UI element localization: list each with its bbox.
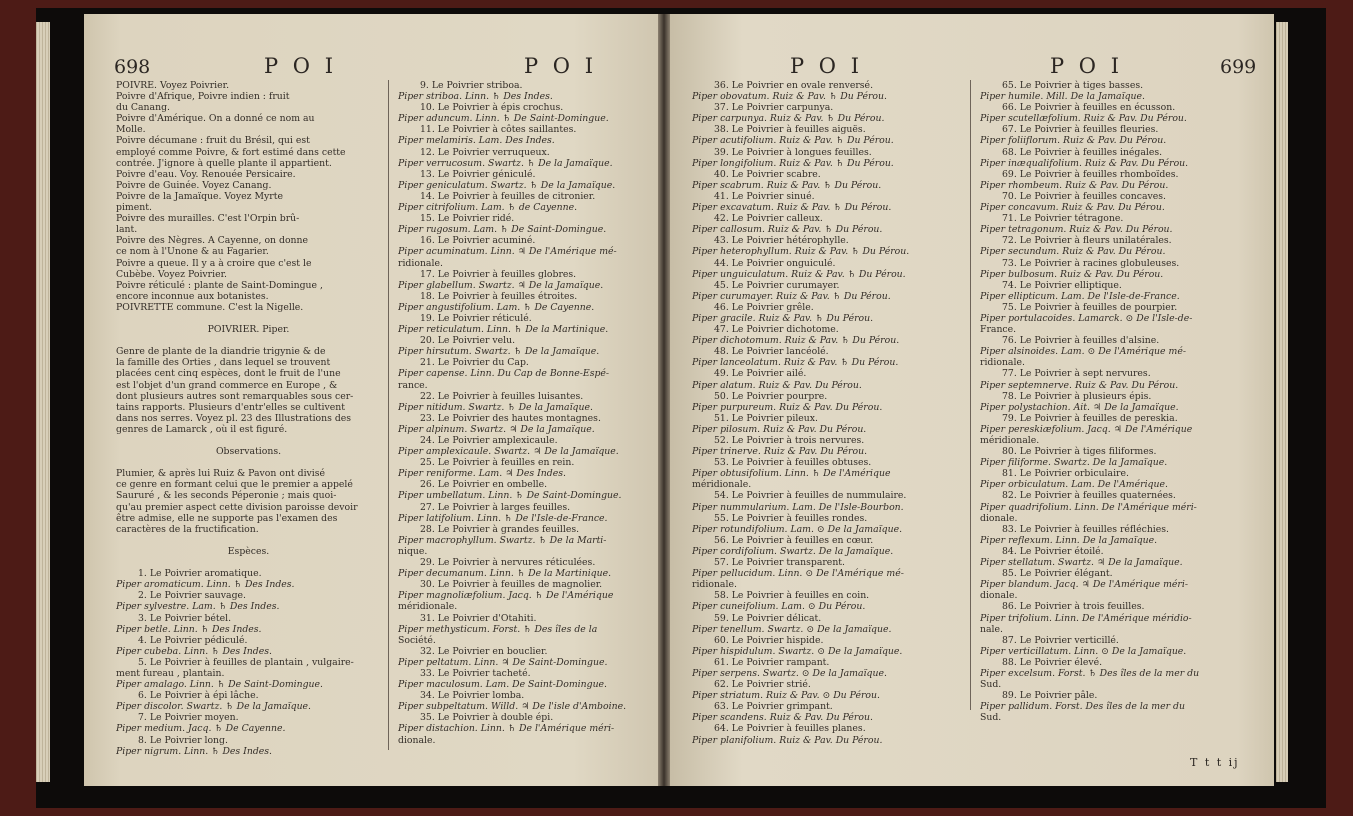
text-line: Piper umbellatum. Linn. ♄ De Saint-Domingue. (398, 490, 622, 502)
text-line: Piper heterophyllum. Ruiz & Pav. ♄ Du Pérou. (692, 246, 910, 258)
text-line: Piper pallidum. Forst. Des îles de la mer du (980, 701, 1185, 713)
text-line: 55. Le Poivrier à feuilles rondes. (714, 512, 868, 524)
text-line: 83. Le Poivrier à feuilles réfléchies. (1002, 523, 1170, 535)
text-line: 33. Le Poivrier tacheté. (420, 667, 531, 679)
text-line: ce genre en formant celui que le premier a appelé (116, 479, 353, 491)
text-line: Piper rhombeum. Ruiz & Pav. Du Pérou. (980, 179, 1169, 191)
text-line: 85. Le Poivrier élégant. (1002, 568, 1113, 580)
text-line: Piper purpureum. Ruiz & Pav. Du Pérou. (692, 401, 883, 413)
text-line (116, 457, 381, 468)
text-line: Plumier, & après lui Ruiz & Pavon ont divisé (116, 468, 326, 480)
text-line: Piper acutifolium. Ruiz & Pav. ♄ Du Pérou. (692, 135, 894, 147)
text-line: 25. Le Poivrier à feuilles en rein. (420, 457, 575, 469)
text-line: 79. Le Poivrier à feuilles de pereskia. (1002, 412, 1178, 424)
text-line: Piper reticulatum. Linn. ♄ De la Martinique. (398, 324, 609, 336)
text-line: encore inconnue aux botanistes. (116, 290, 269, 302)
text-line: Piper discolor. Swartz. ♄ De la Jamaïque. (116, 701, 312, 713)
text-line: lant. (116, 224, 138, 236)
text-line: 20. Le Poivrier velu. (420, 335, 516, 347)
text-line: 49. Le Poivrier ailé. (714, 368, 807, 380)
column-divider (388, 80, 389, 750)
text-line: Piper verticillatum. Linn. ⊙ De la Jamaïque. (980, 645, 1187, 657)
text-line: Piper carpunya. Ruiz & Pav. ♄ Du Pérou. (692, 113, 885, 125)
text-line: dionale. (980, 512, 1018, 524)
text-line: être admise, elle ne supporte pas l'examen des (116, 512, 338, 524)
text-line: Piper foliiflorum. Ruiz & Pav. Du Pérou. (980, 135, 1167, 147)
text-line: Saururé , & les seconds Péperonie ; mais quoi- (116, 490, 337, 502)
text-line: Piper dichotomum. Ruiz & Pav. ♄ Du Pérou. (692, 335, 900, 347)
text-line: Piper humile. Mill. De la Jamaïque. (980, 91, 1145, 103)
text-line: 3. Le Poivrier bétel. (138, 612, 232, 624)
text-line: Piper bulbosum. Ruiz & Pav. Du Pérou. (980, 268, 1164, 280)
text-line: 58. Le Poivrier à feuilles en coin. (714, 590, 870, 602)
text-line: 81. Le Poivrier orbiculaire. (1002, 468, 1129, 480)
text-line: 5. Le Poivrier à feuilles de plantain , vulgaire- (138, 656, 354, 668)
text-line (116, 557, 381, 568)
text-line: Piper hispidulum. Swartz. ⊙ De la Jamaïque. (692, 645, 903, 657)
text-line: Piper amalago. Linn. ♄ De Saint-Domingue. (116, 679, 324, 691)
text-line: Piper amplexicaule. Swartz. ♃ De la Jamaïque. (398, 446, 619, 458)
text-line: Poivre a queue. Il y a à croire que c'est le (116, 257, 312, 269)
text-line: ridionale. (692, 579, 737, 591)
text-line: Observations. (215, 446, 282, 458)
text-line: Piper quadrifolium. Linn. De l'Amérique méri- (980, 501, 1197, 513)
text-line: Piper septemnerve. Ruiz & Pav. Du Pérou. (980, 379, 1179, 391)
text-line: Piper striboa. Linn. ♄ Des Indes. (398, 91, 553, 103)
text-line: ridionale. (398, 257, 443, 269)
text-line: Piper inæqualifolium. Ruiz & Pav. Du Pérou. (980, 157, 1189, 169)
text-line: 78. Le Poivrier à plusieurs épis. (1002, 390, 1152, 402)
text-line: Piper aduncum. Linn. ♄ De Saint-Domingue. (398, 113, 609, 125)
text-line: 48. Le Poivrier lancéolé. (714, 346, 829, 358)
text-line: Piper nummularium. Lam. De l'Isle-Bourbon. (692, 501, 904, 513)
text-line: 87. Le Poivrier verticillé. (1002, 634, 1119, 646)
text-line: Société. (398, 634, 436, 646)
text-line: Poivre d'Afrique, Poivre indien : fruit (116, 91, 290, 103)
text-line: Piper trinerve. Ruiz & Pav. Du Pérou. (692, 446, 868, 458)
text-line: méridionale. (398, 601, 458, 613)
text-line: Molle. (116, 124, 146, 136)
text-line: 84. Le Poivrier étoilé. (1002, 545, 1104, 557)
text-line: 60. Le Poivrier hispide. (714, 634, 824, 646)
text-line: 66. Le Poivrier à feuilles en écusson. (1002, 102, 1176, 114)
running-head-left-col1: P O I (264, 54, 337, 78)
text-line: 4. Le Poivrier pédiculé. (138, 634, 248, 646)
text-line: 21. Le Poivrier du Cap. (420, 357, 529, 369)
left-page-column-1 (116, 80, 381, 757)
text-line: Piper unguiculatum. Ruiz & Pav. ♄ Du Pérou. (692, 268, 906, 280)
text-line: Piper aromaticum. Linn. ♄ Des Indes. (116, 579, 295, 591)
text-line: 57. Le Poivrier transparent. (714, 557, 845, 569)
text-line: 69. Le Poivrier à feuilles rhomboïdes. (1002, 168, 1179, 180)
text-line: 88. Le Poivrier élevé. (1002, 656, 1103, 668)
text-line: Piper scandens. Ruiz & Pav. Du Pérou. (692, 712, 873, 724)
text-line: Piper ellipticum. Lam. De l'Isle-de-France. (980, 290, 1180, 302)
text-line: 45. Le Poivrier curumayer. (714, 279, 840, 291)
text-line: 19. Le Poivrier réticulé. (420, 312, 532, 324)
text-line: 9. Le Poivrier striboa. (420, 80, 523, 91)
text-line: Piper capense. Linn. Du Cap de Bonne-Espé- (398, 368, 610, 380)
text-line: 50. Le Poivrier pourpre. (714, 390, 828, 402)
text-line: méridionale. (692, 479, 752, 491)
text-line: 75. Le Poivrier à feuilles de pourpier. (1002, 301, 1178, 313)
text-line: Poivre des Nègres. A Cayenne, on donne (116, 235, 309, 247)
text-line: Piper stellatum. Swartz. ♃ De la Jamaïque. (980, 557, 1183, 569)
book-gutter (658, 14, 670, 786)
text-line: 62. Le Poivrier strié. (714, 679, 811, 691)
text-line: 13. Le Poivrier géniculé. (420, 168, 536, 180)
text-line: 16. Le Poivrier acuminé. (420, 235, 536, 247)
left-page-column-2 (398, 80, 668, 746)
text-line: Piper nigrum. Linn. ♄ Des Indes. (116, 745, 272, 757)
text-line: 14. Le Poivrier à feuilles de citronier. (420, 190, 596, 202)
text-line: 32. Le Poivrier en bouclier. (420, 645, 548, 657)
text-line: Piper secundum. Ruiz & Pav. Du Pérou. (980, 246, 1166, 258)
text-line: placées cent cinq espèces, dont le fruit de l'une (116, 368, 341, 380)
text-line: Piper trifolium. Linn. De l'Amérique méridio- (980, 612, 1192, 624)
text-line: Piper sylvestre. Lam. ♄ Des Indes. (116, 601, 280, 613)
text-line: Piper blandum. Jacq. ♃ De l'Amérique méri- (980, 579, 1188, 591)
text-line: 37. Le Poivrier carpunya. (714, 102, 834, 114)
text-line: Piper decumanum. Linn. ♄ De la Martinique. (398, 568, 612, 580)
text-line: Piper reflexum. Linn. De la Jamaïque. (980, 534, 1158, 546)
text-line: 35. Le Poivrier à double épi. (420, 712, 554, 724)
text-line: 73. Le Poivrier à racines globuleuses. (1002, 257, 1180, 269)
text-line: Piper concavum. Ruiz & Pav. Du Pérou. (980, 202, 1165, 214)
text-line: dans nos serres. Voyez pl. 23 des Illustrations des (116, 412, 352, 424)
text-line: ridionale. (980, 357, 1025, 369)
text-line: 53. Le Poivrier à feuilles obtuses. (714, 457, 872, 469)
text-line: Piper pellucidum. Linn. ⊙ De l'Amérique mé- (692, 568, 904, 580)
text-line: Piper scabrum. Ruiz & Pav. ♄ Du Pérou. (692, 179, 882, 191)
text-line: 71. Le Poivrier tétragone. (1002, 213, 1124, 225)
text-line: 54. Le Poivrier à feuilles de nummulaire. (714, 490, 907, 502)
running-head-left-col2: P O I (524, 54, 597, 78)
left-page (84, 14, 694, 786)
text-line: 64. Le Poivrier à feuilles planes. (714, 723, 866, 735)
text-line: Piper tenellum. Swartz. ⊙ De la Jamaïque. (692, 623, 892, 635)
text-line: POIVRETTE commune. C'est la Nigelle. (116, 301, 304, 313)
text-line: 31. Le Poivrier d'Otahiti. (420, 612, 537, 624)
page-number-left: 698 (114, 56, 151, 78)
text-line: Piper pereskiæfolium. Jacq. ♃ De l'Amérique (980, 423, 1193, 435)
column-divider (970, 80, 971, 710)
text-line: Piper serpens. Swartz. ⊙ De la Jamaïque. (692, 667, 887, 679)
text-line: 10. Le Poivrier à épis crochus. (420, 102, 564, 114)
text-line: Piper alpinum. Swartz. ♃ De la Jamaïque. (398, 423, 595, 435)
text-line: Poivre réticulé : plante de Saint-Domingue , (116, 279, 323, 291)
text-line: Piper angustifolium. Lam. ♄ De Cayenne. (398, 301, 595, 313)
text-line: Piper polystachion. Ait. ♃ De la Jamaïque. (980, 401, 1179, 413)
text-line: Piper curumayer. Ruiz & Pav. ♄ Du Pérou. (692, 290, 891, 302)
text-line: Piper longifolium. Ruiz & Pav. ♄ Du Pérou. (692, 157, 894, 169)
text-line: Piper medium. Jacq. ♄ De Cayenne. (116, 723, 286, 735)
text-line: POIVRIER. Piper. (207, 324, 290, 336)
text-line: 47. Le Poivrier dichotome. (714, 324, 839, 336)
text-line: 7. Le Poivrier moyen. (138, 712, 239, 724)
text-line: 1. Le Poivrier aromatique. (138, 568, 262, 580)
right-page-column-2 (980, 80, 1252, 723)
text-line: Poivre de Guinée. Voyez Canang. (116, 179, 272, 191)
text-line: Piper callosum. Ruiz & Pav. ♄ Du Pérou. (692, 224, 883, 236)
text-line: 22. Le Poivrier à feuilles luisantes. (420, 390, 584, 402)
text-line (116, 535, 381, 546)
text-line: 68. Le Poivrier à feuilles inégales. (1002, 146, 1163, 158)
signature-mark: T t t ij (1190, 756, 1240, 769)
text-line (116, 313, 381, 324)
text-line: 27. Le Poivrier à larges feuilles. (420, 501, 571, 513)
text-line: Piper obtusifolium. Linn. ♄ De l'Amérique (692, 468, 891, 480)
text-line: 38. Le Poivrier à feuilles aiguës. (714, 124, 866, 136)
text-line: est l'objet d'un grand commerce en Europe , & (116, 379, 338, 391)
text-line: Piper geniculatum. Swartz. ♄ De la Jamaïque. (398, 179, 616, 191)
text-line: 80. Le Poivrier à tiges filiformes. (1002, 446, 1157, 458)
text-line: contrée. J'ignore à quelle plante il appartient. (116, 157, 332, 169)
text-line: Poivre d'Amérique. On a donné ce nom au (116, 113, 315, 125)
text-line: Piper betle. Linn. ♄ Des Indes. (116, 623, 262, 635)
text-line: 74. Le Poivrier elliptique. (1002, 279, 1122, 291)
text-line: dionale. (398, 734, 436, 746)
text-line: nique. (398, 545, 428, 557)
text-line: 86. Le Poivrier à trois feuilles. (1002, 601, 1145, 613)
text-line: Piper rotundifolium. Lam. ⊙ De la Jamaïque. (692, 523, 903, 535)
text-line: Piper maculosum. Lam. De Saint-Domingue. (398, 679, 608, 691)
text-line: Piper glabellum. Swartz. ♃ De la Jamaïque. (398, 279, 604, 291)
text-line: Piper acuminatum. Linn. ♃ De l'Amérique mé- (398, 246, 617, 258)
text-line: Piper cuneifolium. Lam. ⊙ Du Pérou. (692, 601, 866, 613)
text-line: 56. Le Poivrier à feuilles en cœur. (714, 534, 874, 546)
text-line: Poivre des murailles. C'est l'Orpin brû- (116, 213, 300, 225)
text-line: 65. Le Poivrier à tiges basses. (1002, 80, 1144, 91)
text-line: Piper hirsutum. Swartz. ♄ De la Jamaïque. (398, 346, 600, 358)
text-line: Poivre de la Jamaïque. Voyez Myrte (116, 190, 283, 202)
text-line: Piper magnoliæfolium. Jacq. ♄ De l'Amérique (398, 590, 614, 602)
text-line: Piper orbiculatum. Lam. De l'Amérique. (980, 479, 1168, 491)
text-line: 41. Le Poivrier sinué. (714, 190, 815, 202)
text-line: dont plusieurs autres sont remarquables sous cer- (116, 390, 354, 402)
text-line: Piper verrucosum. Swartz. ♄ De la Jamaïque. (398, 157, 613, 169)
text-line: caractères de la fructification. (116, 523, 259, 535)
text-line: 43. Le Poivrier hétérophylle. (714, 235, 849, 247)
text-line: piment. (116, 202, 152, 214)
text-line: 89. Le Poivrier pâle. (1002, 690, 1098, 702)
text-line: Piper gracile. Ruiz & Pav. ♄ Du Pérou. (692, 312, 874, 324)
text-line: dionale. (980, 590, 1018, 602)
text-line: Piper alatum. Ruiz & Pav. Du Pérou. (692, 379, 862, 391)
text-line: 70. Le Poivrier à feuilles concaves. (1002, 190, 1166, 202)
text-line: rance. (398, 379, 428, 391)
text-line: 36. Le Poivrier en ovale renversé. (714, 80, 874, 91)
text-line: nale. (980, 623, 1003, 635)
text-line: 52. Le Poivrier à trois nervures. (714, 435, 865, 446)
text-line: Piper tetragonum. Ruiz & Pav. Du Pérou. (980, 224, 1173, 236)
text-line: Piper melamiris. Lam. Des Indes. (398, 135, 555, 147)
text-line: 11. Le Poivrier à côtes saillantes. (420, 124, 577, 136)
text-line: Cubèbe. Voyez Poivrier. (116, 268, 227, 280)
text-line: 63. Le Poivrier grimpant. (714, 701, 833, 713)
text-line: Piper latifolium. Linn. ♄ De l'Isle-de-France. (398, 512, 608, 524)
text-line: 29. Le Poivrier à nervures réticulées. (420, 557, 596, 569)
text-line: 17. Le Poivrier à feuilles globres. (420, 268, 577, 280)
text-line: 2. Le Poivrier sauvage. (138, 590, 246, 602)
text-line: 28. Le Poivrier à grandes feuilles. (420, 523, 580, 535)
text-line: 40. Le Poivrier scabre. (714, 168, 821, 180)
text-line: Piper distachion. Linn. ♄ De l'Amérique méri- (398, 723, 615, 735)
text-line: 24. Le Poivrier amplexicaule. (420, 435, 558, 446)
text-line: 15. Le Poivrier ridé. (420, 213, 515, 225)
text-line: Piper peltatum. Linn. ♃ De Saint-Domingue. (398, 656, 608, 668)
text-line: ment fureau , plantain. (116, 667, 225, 679)
text-line: 12. Le Poivrier verruqueux. (420, 146, 550, 158)
text-line: 46. Le Poivrier grêle. (714, 301, 814, 313)
text-line: Piper cubeba. Linn. ♄ Des Indes. (116, 645, 272, 657)
text-line: 26. Le Poivrier en ombelle. (420, 479, 548, 491)
text-line: ce nom à l'Unone & au Fagarier. (116, 246, 269, 258)
right-page (670, 14, 1274, 786)
page-number-right: 699 (1220, 56, 1257, 78)
text-line: 39. Le Poivrier à longues feuilles. (714, 146, 872, 158)
text-line: du Canang. (116, 102, 170, 114)
text-line: Piper lanceolatum. Ruiz & Pav. ♄ Du Pérou. (692, 357, 899, 369)
text-line: France. (980, 324, 1017, 336)
text-line: Piper rugosum. Lam. ♄ De Saint-Domingue. (398, 224, 607, 236)
running-head-right-col1: P O I (790, 54, 863, 78)
text-line: Piper obovatum. Ruiz & Pav. ♄ Du Pérou. (692, 91, 887, 103)
text-line: Piper filiforme. Swartz. De la Jamaïque. (980, 457, 1168, 469)
right-page-column-1 (692, 80, 962, 746)
text-line: Piper macrophyllum. Swartz. ♄ De la Marti- (398, 534, 607, 546)
text-line: 42. Le Poivrier calleux. (714, 213, 823, 225)
text-line: Poivre d'eau. Voy. Renouée Persicaire. (116, 168, 296, 180)
text-line: Piper cordifolium. Swartz. De la Jamaïque. (692, 545, 894, 557)
text-line: Piper striatum. Ruiz & Pav. ⊙ Du Pérou. (692, 690, 880, 702)
text-line: Piper nitidum. Swartz. ♄ De la Jamaïque. (398, 401, 593, 413)
text-line: Piper excavatum. Ruiz & Pav. ♄ Du Pérou. (692, 202, 892, 214)
text-line: qu'au premier aspect cette division paroisse devoir (116, 501, 358, 513)
text-line: Piper scutellæfolium. Ruiz & Pav. Du Pérou. (980, 113, 1187, 125)
text-line: Piper planifolium. Ruiz & Pav. Du Pérou. (692, 734, 883, 746)
text-line: 82. Le Poivrier à feuilles quaternées. (1002, 490, 1176, 502)
text-line: Sud. (980, 712, 1002, 724)
text-line: 18. Le Poivrier à feuilles étroites. (420, 290, 578, 302)
text-line: 8. Le Poivrier long. (138, 734, 228, 746)
text-line: 51. Le Poivrier pileux. (714, 412, 818, 424)
text-line: 30. Le Poivrier à feuilles de magnolier. (420, 579, 603, 591)
text-line: 23. Le Poivrier des hautes montagnes. (420, 412, 601, 424)
text-line: Piper pilosum. Ruiz & Pav. Du Pérou. (692, 423, 867, 435)
text-line: Genre de plante de la diandrie trigynie & de (116, 346, 326, 358)
text-line: Piper subpeltatum. Willd. ♃ De l'isle d'Amboine. (398, 701, 627, 713)
text-line: 67. Le Poivrier à feuilles fleuries. (1002, 124, 1159, 136)
text-line: 59. Le Poivrier délicat. (714, 612, 822, 624)
text-line: tains rapports. Plusieurs d'entr'elles se cultivent (116, 401, 345, 413)
page-edges-right (1276, 22, 1288, 782)
text-line: POIVRE. Voyez Poivrier. (116, 80, 230, 91)
text-line: employé comme Poivre, & fort estimé dans cette (116, 146, 346, 158)
running-head-right-col2: P O I (1050, 54, 1123, 78)
text-line: 72. Le Poivrier à fleurs unilatérales. (1002, 235, 1172, 247)
text-line: Piper alsinoides. Lam. ⊙ De l'Amérique mé- (980, 346, 1186, 358)
text-line: 76. Le Poivrier à feuilles d'alsine. (1002, 335, 1160, 347)
text-line: 77. Le Poivrier à sept nervures. (1002, 368, 1151, 380)
text-line: Sud. (980, 679, 1002, 691)
text-line: Espèces. (227, 545, 270, 557)
text-line: Piper citrifolium. Lam. ♄ de Cayenne. (398, 202, 578, 214)
text-line (116, 435, 381, 446)
text-line: Piper methysticum. Forst. ♄ Des îles de la (398, 623, 598, 635)
page-edges-left (36, 22, 50, 782)
text-line: Poivre décumane : fruit du Brésil, qui est (116, 135, 310, 147)
text-line: genres de Lamarck , où il est figuré. (116, 423, 288, 435)
text-line: 6. Le Poivrier à épi lâche. (138, 690, 259, 702)
text-line: la famille des Orties , dans lequel se trouvent (116, 357, 331, 369)
text-line: 34. Le Poivrier lomba. (420, 690, 525, 702)
text-line: Piper portulacoides. Lamarck. ⊙ De l'Isle-de- (980, 312, 1193, 324)
text-line: 61. Le Poivrier rampant. (714, 656, 830, 668)
text-line: Piper excelsum. Forst. ♄ Des îles de la mer du (980, 667, 1200, 679)
text-line: 44. Le Poivrier onguiculé. (714, 257, 836, 269)
text-line (116, 335, 381, 346)
text-line: Piper reniforme. Lam. ♃ Des Indes. (398, 468, 566, 480)
text-line: méridionale. (980, 435, 1040, 446)
